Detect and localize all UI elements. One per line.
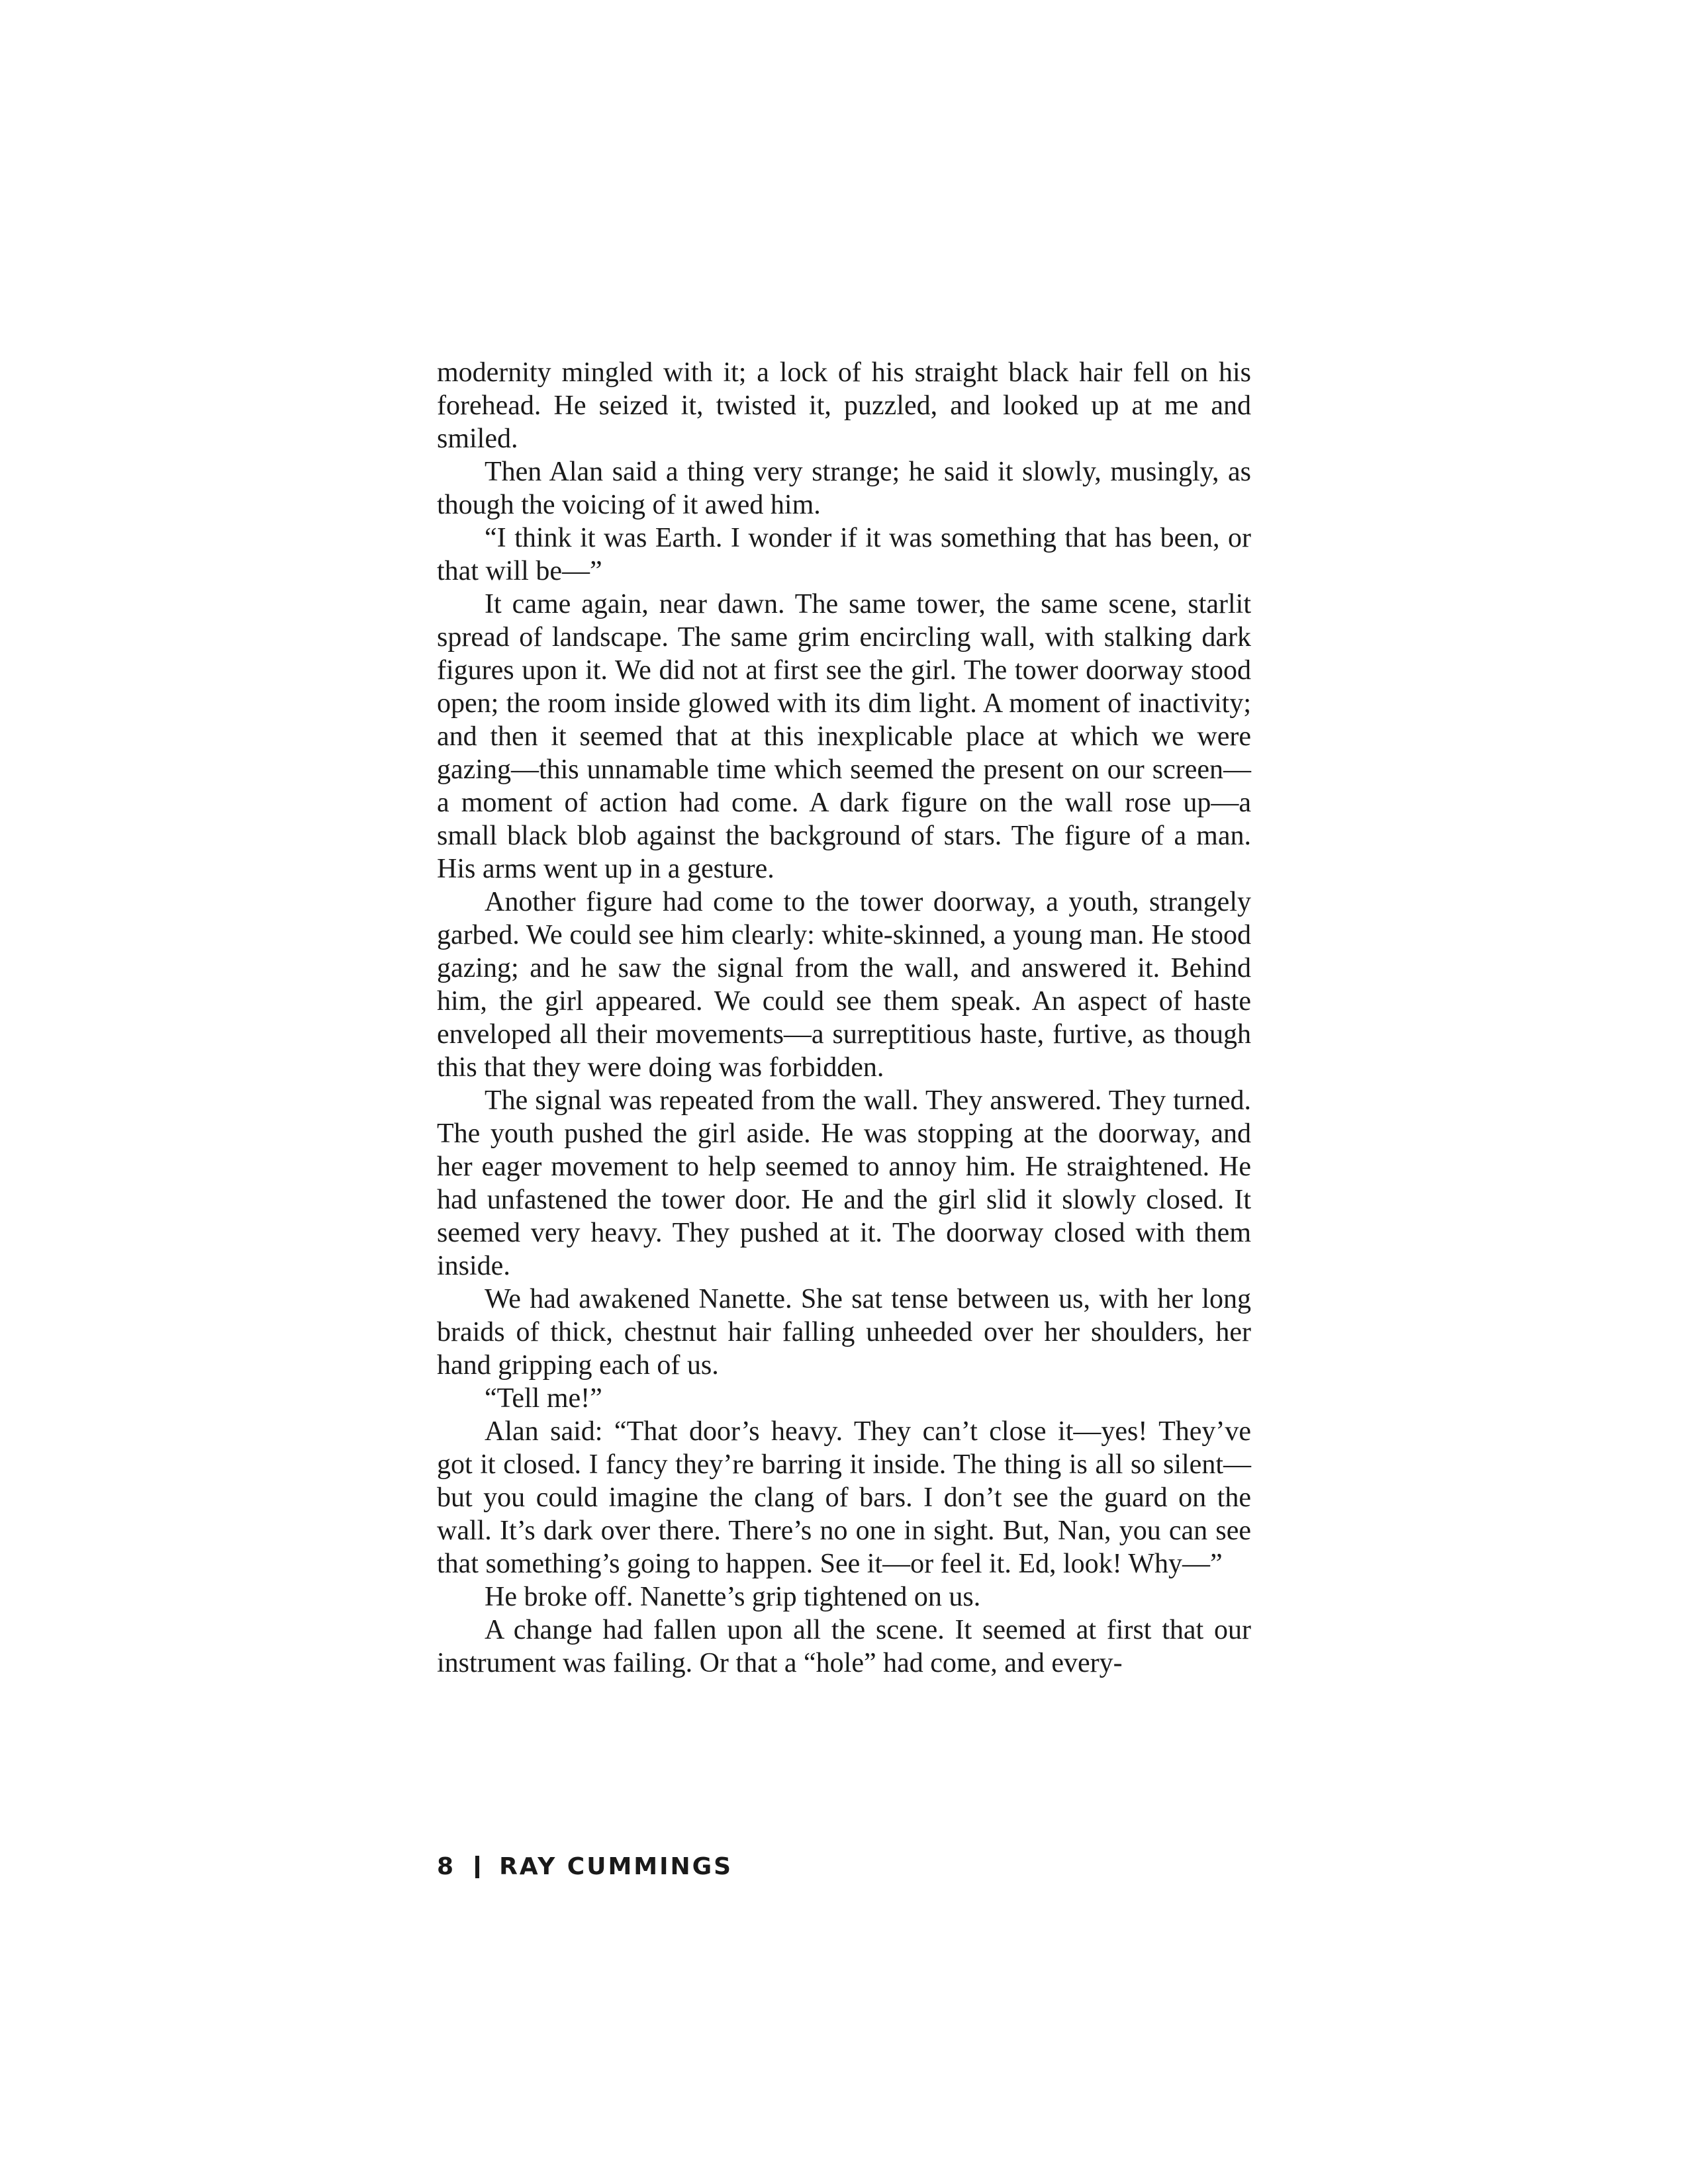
paragraph-2: Then Alan said a thing very strange; he said it slowly, musingly, as though the voicing of it awed him. <box>437 457 1251 520</box>
paragraph-10: He broke off. Nanette’s grip tightened on us. <box>485 1582 981 1612</box>
paragraph-11: A change had fallen upon all the scene. It seemed at first that our instrument was failing. Or that a “hole” had come, and every- <box>437 1615 1251 1678</box>
paragraph-9: Alan said: “That door’s heavy. They can’t close it—yes! They’ve got it closed. I fancy they’re barring it inside. The thing is all so silent—but you could imagine the clang of bars. I don’t see the guard on the wall. It’s dark over there. There’s no one in sight. But, Nan, you can see that something’s going to happen. See it—or feel it. Ed, look! Why—” <box>437 1416 1251 1579</box>
running-author: RAY CUMMINGS <box>499 1853 733 1880</box>
paragraph-4: It came again, near dawn. The same tower, the same scene, starlit spread of landscape. The same grim encircling wall, with stalking dark figures upon it. We did not at first see the girl. The tower doorway stood open; the room inside glowed with its dim light. A moment of inactivity; and then it seemed that at this inexplicable place at which we were gazing—this unnamable time which seemed the present on our screen—a moment of action had come. A dark figure on the wall rose up—a small black blob against the background of stars. The figure of a man. His arms went up in a gesture. <box>437 589 1251 884</box>
paragraph-5: Another figure had come to the tower doorway, a youth, strangely garbed. We could see him clearly: white-skinned, a young man. He stood gazing; and he saw the signal from the wall, and answered it. Behind him, the girl appeared. We could see them speak. An aspect of haste enveloped all their movements—a surreptitious haste, furtive, as though this that they were doing was forbidden. <box>437 887 1251 1083</box>
page-number: 8 <box>437 1853 456 1880</box>
footer-separator <box>475 1856 479 1878</box>
paragraph-1: modernity mingled with it; a lock of his straight black hair fell on his forehead. He seized it, twisted it, puzzled, and looked up at me and smiled. <box>437 357 1251 454</box>
paragraph-3: “I think it was Earth. I wonder if it was something that has been, or that will be—” <box>437 523 1251 586</box>
paragraph-7: We had awakened Nanette. She sat tense between us, with her long braids of thick, chestnut hair falling unheeded over her shoulders, her hand gripping each of us. <box>437 1284 1251 1381</box>
paragraph-8: “Tell me!” <box>485 1383 602 1414</box>
paragraph-6: The signal was repeated from the wall. They answered. They turned. The youth pushed the girl aside. He was stopping at the doorway, and her eager movement to help seemed to annoy him. He straightened. He had unfastened the tower door. He and the girl slid it slowly closed. It seemed very heavy. They pushed at it. The doorway closed with them inside. <box>437 1085 1251 1281</box>
body-text <box>437 356 1251 1680</box>
page-footer <box>437 1853 733 1880</box>
